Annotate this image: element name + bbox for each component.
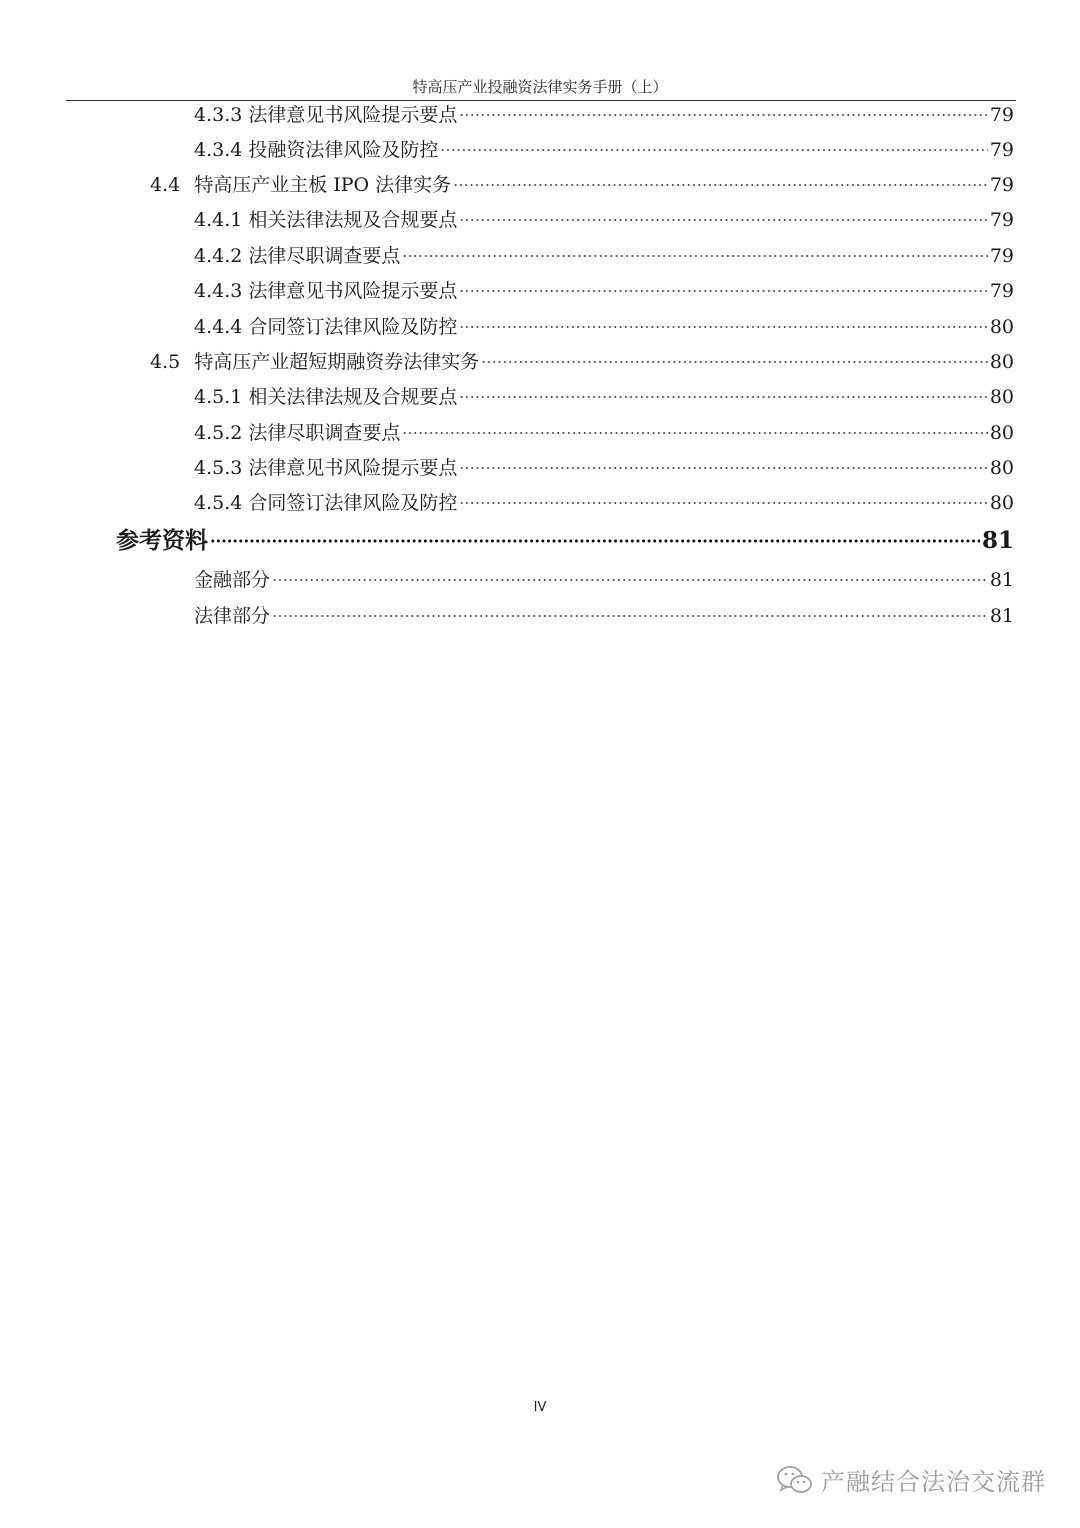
toc-entry-title: 合同签订法律风险及防控 (248, 316, 458, 338)
toc-dot-leader (272, 614, 988, 618)
wechat-icon (775, 1463, 815, 1497)
toc-dot-leader (459, 466, 987, 470)
toc-entry-title: 法律部分 (194, 605, 271, 627)
toc-dot-leader (459, 113, 987, 117)
toc-dot-leader (459, 395, 987, 399)
toc-entry[interactable] (194, 312, 1014, 342)
page-number: IV (533, 1400, 547, 1415)
toc-dot-leader (402, 431, 987, 435)
toc-entry-title: 合同签订法律风险及防控 (248, 492, 458, 514)
toc-entry-page: 79 (989, 209, 1014, 231)
toc-entry[interactable] (194, 488, 1014, 518)
toc-entry-title: 法律意见书风险提示要点 (248, 457, 458, 479)
toc-entry-page: 80 (989, 422, 1014, 444)
toc-dot-leader (272, 578, 988, 582)
toc-dot-leader (453, 183, 988, 187)
toc-entry[interactable] (194, 565, 1014, 595)
toc-entry-page: 80 (989, 492, 1014, 514)
toc-entry-page: 79 (989, 280, 1014, 302)
toc-entry-page: 80 (989, 457, 1014, 479)
toc-entry-title: 法律意见书风险提示要点 (248, 104, 458, 126)
toc-entry-page: 80 (989, 316, 1014, 338)
toc-entry[interactable] (194, 453, 1014, 483)
toc-dot-leader (481, 360, 988, 364)
toc-entry-page: 81 (989, 605, 1014, 627)
toc-entry[interactable] (194, 205, 1014, 235)
toc-entry[interactable] (194, 382, 1014, 412)
toc-entry-title: 金融部分 (194, 569, 271, 591)
toc-entry-title: 投融资法律风险及防控 (248, 139, 439, 161)
toc-entry[interactable] (194, 276, 1014, 306)
toc-dot-leader (402, 254, 987, 258)
toc-entry[interactable] (150, 347, 1014, 377)
toc-entry-page: 81 (981, 527, 1014, 554)
toc-entry-title: 法律意见书风险提示要点 (248, 280, 458, 302)
toc-entry-number: 4.4.3 (194, 280, 243, 302)
toc-entry-number: 4.5.3 (194, 457, 243, 479)
toc-entry-number: 4.5.1 (194, 386, 243, 408)
toc-entry-number: 4.4 (150, 174, 181, 196)
toc-entry-page: 79 (989, 245, 1014, 267)
toc-entry-number: 4.4.2 (194, 245, 243, 267)
toc-dot-leader (459, 218, 987, 222)
toc-dot-leader (440, 148, 987, 152)
toc-entry-page: 79 (989, 139, 1014, 161)
toc-entry-number: 4.5.2 (194, 422, 243, 444)
toc-entry-title: 法律尽职调查要点 (248, 422, 401, 444)
toc-entry[interactable] (150, 170, 1014, 200)
toc-entry-title: 特高压产业主板 IPO 法律实务 (194, 174, 452, 196)
toc-entry-number: 4.4.4 (194, 316, 243, 338)
toc-entry-number: 4.4.1 (194, 209, 243, 231)
toc-entry-title: 参考资料 (116, 527, 208, 554)
toc-entry-number: 4.5.4 (194, 492, 243, 514)
toc-entry-title: 特高压产业超短期融资券法律实务 (194, 351, 480, 373)
toc-entry-title: 法律尽职调查要点 (248, 245, 401, 267)
toc-entry[interactable] (194, 241, 1014, 271)
watermark (775, 1462, 1046, 1497)
toc-entry[interactable] (194, 418, 1014, 448)
toc-entry[interactable] (194, 100, 1014, 130)
page-header: 特高压产业投融资法律实务手册（上） (412, 78, 668, 96)
toc-entry-title: 相关法律法规及合规要点 (248, 386, 458, 408)
toc-entry-number: 4.3.4 (194, 139, 243, 161)
watermark-text: 产融结合法治交流群 (821, 1468, 1046, 1496)
toc-entry-page: 80 (989, 386, 1014, 408)
toc-entry-page: 81 (989, 569, 1014, 591)
toc-dot-leader (459, 325, 987, 329)
toc-entry[interactable] (194, 135, 1014, 165)
toc-entry-title: 相关法律法规及合规要点 (248, 209, 458, 231)
toc-dot-leader (459, 501, 987, 505)
toc-dot-leader (210, 539, 980, 543)
toc-entry-page: 80 (989, 351, 1014, 373)
toc-dot-leader (459, 289, 987, 293)
toc-entry-chapter[interactable] (116, 524, 1014, 558)
toc-entry-page: 79 (989, 104, 1014, 126)
toc-entry[interactable] (194, 601, 1014, 631)
toc-entry-number: 4.5 (150, 351, 181, 373)
toc-entry-page: 79 (989, 174, 1014, 196)
toc-entry-number: 4.3.3 (194, 104, 243, 126)
